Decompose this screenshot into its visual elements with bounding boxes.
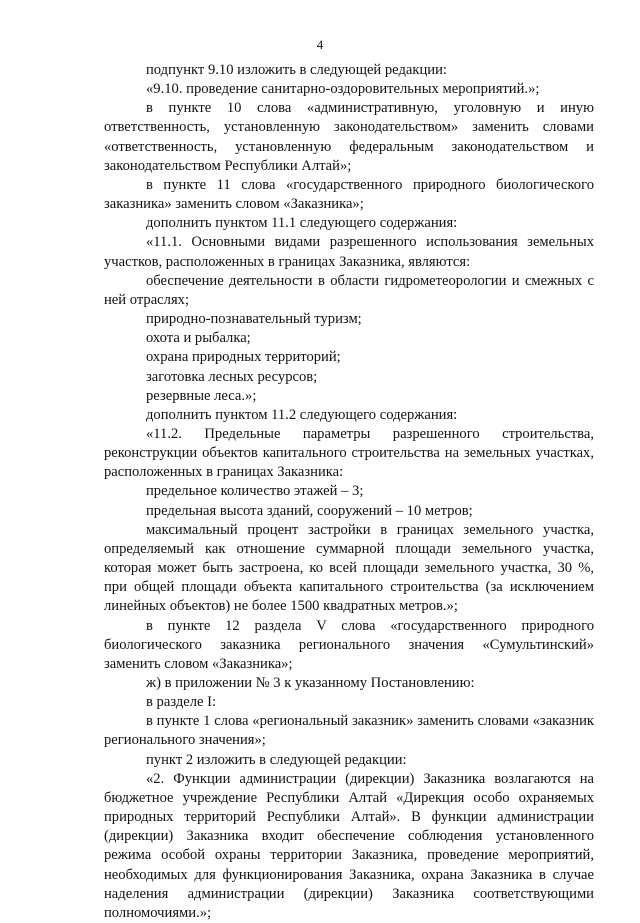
paragraph-subclause-9-10-text: «9.10. проведение санитарно-оздоровительных мероприятий.»; bbox=[146, 81, 540, 98]
paragraph-clause-1-amendment: в пункте 1 слова «региональный заказник» заменить словами «заказник регионального значения»; bbox=[104, 713, 594, 749]
paragraph-clause-10-amendment: в пункте 10 слова «административную, уголовную и иную ответственность, установленную законодательством» заменить словами «ответственность, установленную федеральным законодательством и законодательством Республики Алтай»; bbox=[104, 100, 594, 174]
paragraph-land-use-hunting: охота и рыбалка; bbox=[146, 330, 251, 347]
paragraph-section-1-intro: в разделе I: bbox=[146, 694, 217, 711]
paragraph-11-2-text: «11.2. Предельные параметры разрешенного строительства, реконструкции объектов капитального строительства на земельных участках, расположенных в границах Заказника: bbox=[104, 425, 594, 481]
paragraph-land-use-forestry: заготовка лесных ресурсов; bbox=[146, 368, 318, 385]
paragraph-add-11-2-intro: дополнить пунктом 11.2 следующего содержания: bbox=[146, 406, 458, 423]
paragraph-11-1-text: «11.1. Основными видами разрешенного использования земельных участков, расположенных в границах Заказника, являются: bbox=[104, 234, 594, 270]
paragraph-max-development-percent: максимальный процент застройки в границах земельного участка, определяемый как отношение суммарной площади земельного участка, которая может быть застроена, ко всей площади земельного участка, 30 %, при общей площади объекта капитального строительства (за исключением линейных объектов) не более 1500 квадратных метров.»; bbox=[104, 521, 594, 615]
paragraph-max-floors: предельное количество этажей – 3; bbox=[146, 483, 364, 500]
paragraph-clause-11-amendment: в пункте 11 слова «государственного природного биологического заказника» заменить словом «Заказника»; bbox=[104, 176, 594, 213]
paragraph-subclause-9-10-intro: подпункт 9.10 изложить в следующей редакции: bbox=[146, 62, 447, 78]
paragraph-max-height: предельная высота зданий, сооружений – 10 метров; bbox=[146, 502, 473, 519]
paragraph-land-use-protection: охрана природных территорий; bbox=[146, 349, 341, 366]
paragraph-clause-12-amendment: в пункте 12 раздела V слова «государственного природного биологического заказника регионального значения «Сумультинский» заменить словом «Заказника»; bbox=[104, 617, 594, 672]
paragraph-land-use-reserve-forests: резервные леса.»; bbox=[146, 387, 257, 404]
paragraph-land-use-hydrometeorology: обеспечение деятельности в области гидрометеорологии и смежных с ней отраслях; bbox=[104, 272, 594, 308]
document-body bbox=[104, 61, 594, 923]
paragraph-land-use-tourism: природно-познавательный туризм; bbox=[146, 311, 362, 328]
paragraph-clause-2-intro: пункт 2 изложить в следующей редакции: bbox=[146, 751, 407, 768]
paragraph-add-11-1-intro: дополнить пунктом 11.1 следующего содержания: bbox=[146, 215, 458, 232]
paragraph-clause-2-text: «2. Функции администрации (дирекции) Заказника возлагаются на бюджетное учреждение Республики Алтай «Дирекция особо охраняемых природных территорий Республики Алтай». В функции администрации (дирекции) Заказника входит обеспечение соблюдения установленного режима особой охраны территории Заказника, проведение мероприятий, необходимых для функционирования Заказника, охрана Заказника в случае наделения администрации (дирекции) Заказника соответствующими полномочиями.»; bbox=[104, 770, 594, 921]
paragraph-appendix-3-intro: ж) в приложении № 3 к указанному Постановлению: bbox=[146, 675, 475, 691]
page-number: 4 bbox=[316, 37, 324, 52]
